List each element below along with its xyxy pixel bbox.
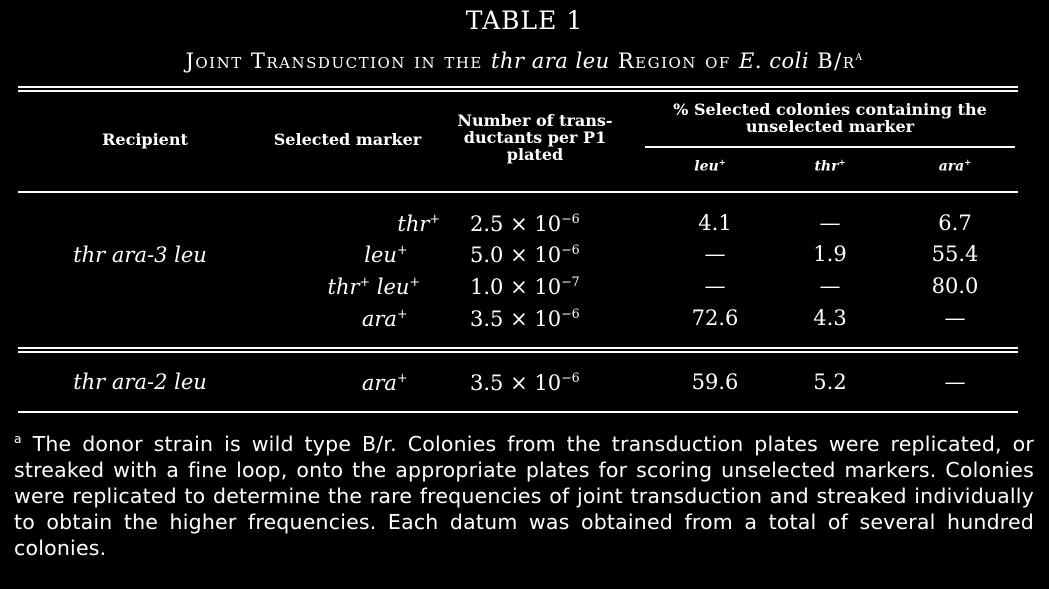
table-row-ara: 55.4: [931, 242, 979, 266]
table-row-transductants: $1.0 \times 10^{-7}$: [470, 274, 580, 299]
recipient-thr-ara-2-leu: thr ara-2 leu: [73, 370, 207, 394]
recipient-thr-ara-3-leu: thr ara-3 leu: [73, 243, 207, 267]
header-percent-line1: % Selected colonies containing the: [673, 100, 987, 119]
header-recipient: Recipient: [102, 130, 188, 149]
table-row-thr: 5.2: [813, 370, 847, 394]
table-row-leu: 72.6: [691, 306, 739, 330]
table-row-thr: —: [819, 274, 841, 298]
table-row-thr: 1.9: [813, 242, 847, 266]
table-row-leu: 59.6: [691, 370, 739, 394]
subheader-leu: leu+: [694, 157, 726, 175]
table-row-thr: —: [819, 211, 841, 235]
table-row-transductants: $3.5 \times 10^{-6}$: [470, 370, 580, 395]
bottom-rule: [18, 411, 1018, 413]
table-row-leu: —: [704, 274, 726, 298]
table-row-transductants: $2.5 \times 10^{-6}$: [470, 211, 580, 236]
table-row-marker: ara+: [361, 306, 408, 331]
table-caption: [0, 48, 1049, 73]
table-row-marker: ara+: [361, 370, 408, 395]
top-rule: [18, 86, 1018, 92]
header-selected-marker: Selected marker: [273, 130, 422, 149]
table-footnote: [14, 426, 1034, 561]
header-transductants-line2: ductants per P1: [463, 128, 607, 147]
header-bottom-rule: [18, 191, 1018, 193]
header-percent-line2: unselected marker: [745, 117, 915, 136]
table-row-transductants: $3.5 \times 10^{-6}$: [470, 306, 580, 331]
table-title: TABLE 1: [465, 6, 584, 35]
subheader-thr: thr+: [814, 157, 846, 175]
footnote-mark: a: [14, 432, 22, 446]
header-transductants-line3: plated: [506, 145, 564, 164]
table-row-leu: —: [704, 242, 726, 266]
table-row-transductants: $5.0 \times 10^{-6}$: [470, 242, 580, 267]
header-percent: [645, 101, 1015, 135]
table-row-marker: leu+: [364, 242, 408, 267]
caption-middle: Region of: [617, 49, 731, 73]
caption-organism: E. coli: [739, 49, 810, 73]
footnote-text: The donor strain is wild type B/r. Colonies from the transduction plates were replicated, or streaked with a fine loop, onto the appropriate plates for scoring unselected markers. Colonies were replicated to determine the rare frequencies of joint transduction and streaked individually to obtain the higher frequencies. Each datum was obtained from a total of several hundred colonies.: [14, 431, 1035, 560]
table-row-thr: 4.3: [813, 306, 847, 330]
caption-prefix: Joint Transduction in the: [185, 49, 483, 73]
subheader-ara: ara+: [938, 157, 972, 175]
table-row-ara: —: [944, 306, 966, 330]
table-row-marker: thr+: [397, 211, 440, 236]
group-divider-rule: [18, 347, 1018, 353]
caption-genes: thr ara leu: [491, 49, 610, 73]
header-transductants: [440, 112, 630, 163]
table-row-ara: 6.7: [938, 211, 972, 235]
table-row-leu: 4.1: [698, 211, 732, 235]
header-transductants-line1: Number of trans-: [457, 111, 613, 130]
table-row-ara: —: [944, 370, 966, 394]
caption-suffix: B/r: [817, 49, 856, 73]
table-row-marker: thr+ leu+: [327, 274, 420, 299]
caption-footnote-mark: a: [855, 48, 864, 63]
table-row-ara: 80.0: [931, 274, 979, 298]
percent-subheader-rule: [645, 146, 1015, 148]
